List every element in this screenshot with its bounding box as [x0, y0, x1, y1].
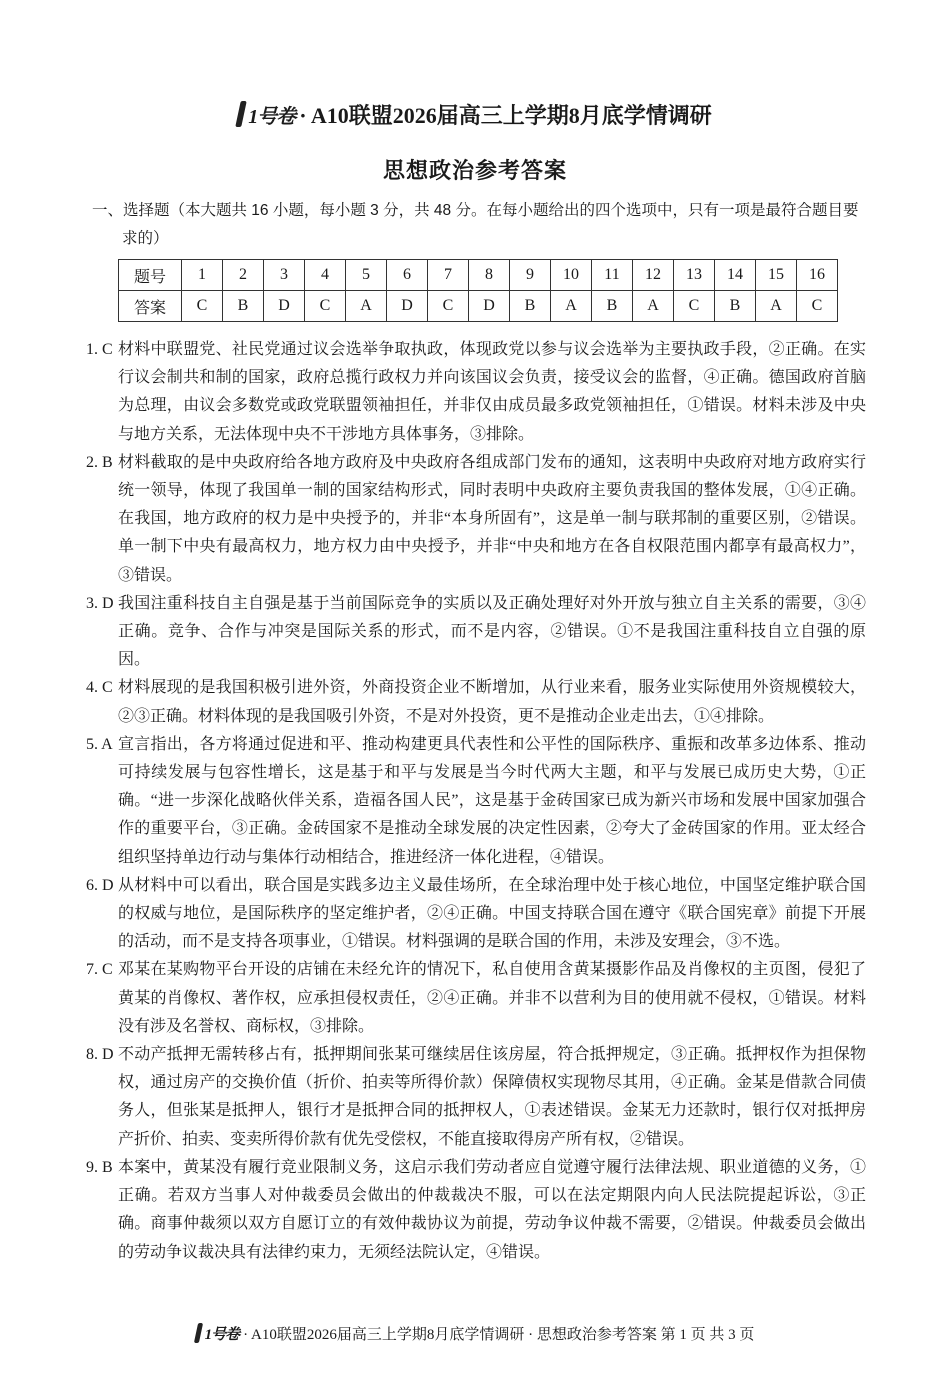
answer-cell: D — [264, 291, 305, 322]
answer-item — [86, 872, 866, 957]
answer-explanation: 从材料中可以看出，联合国是实践多边主义最佳场所，在全球治理中处于核心地位，中国坚定维护联合国的权威与地位，是国际秩序的坚定维护者，②④正确。中国支持联合国在遵守《联合国宪章》前提下开展的活动，而不是支持各项事业，①错误。材料强调的是联合国的作用，未涉及安理会，③不选。 — [118, 876, 866, 951]
question-number-cell: 9 — [510, 260, 551, 291]
answer-cell: C — [797, 291, 838, 322]
answer-cell: D — [387, 291, 428, 322]
answer-label: 1. C — [86, 341, 113, 358]
answer-cell: B — [510, 291, 551, 322]
answer-cell: C — [428, 291, 469, 322]
question-number-cell: 2 — [223, 260, 264, 291]
answer-label: 4. C — [86, 679, 113, 697]
answer-item — [86, 449, 866, 590]
answer-cell: C — [674, 291, 715, 322]
answer-item — [86, 1041, 866, 1154]
answer-table — [118, 259, 838, 322]
answer-explanations — [86, 336, 866, 1267]
answer-item — [86, 956, 866, 1041]
question-number-cell: 12 — [633, 260, 674, 291]
question-number-cell: 11 — [592, 260, 633, 291]
answer-label: 5. A — [86, 735, 113, 753]
answer-explanation: 材料展现的是我国积极引进外资，外商投资企业不断增加，从行业来看，服务业实际使用外资规模较大，②③正确。材料体现的是我国吸引外资，不是对外投资，更不是推动企业走出去，①④排除。 — [118, 679, 866, 725]
question-number-cell: 5 — [346, 260, 387, 291]
answer-item — [86, 731, 866, 872]
answer-explanation: 我国注重科技自主自强是基于当前国际竞争的实质以及正确处理好对外开放与独立自主关系的需要，③④正确。竞争、合作与冲突是国际关系的形式，而不是内容，②错误。①不是我国注重科技自立自强的原因。 — [118, 594, 866, 669]
answer-explanation: 宣言指出，各方将通过促进和平、推动构建更具代表性和公平性的国际秩序、重振和改革多边体系、推动可持续发展与包容性增长，这是基于和平与发展是当今时代两大主题，和平与发展已成历史大势，①正确。“进一步深化战略伙伴关系，造福各国人民”，这是基于金砖国家已成为新兴市场和发展中国家加强合作的重要平台，③正确。金砖国家不是推动全球发展的决定性因素，②夸大了金砖国家的作用。亚太经合组织坚持单边行动与集体行动相结合，推进经济一体化进程，④错误。 — [118, 735, 866, 866]
footer-text: · A10联盟2026届高三上学期8月底学情调研 · 思想政治参考答案 第 1 页 共 3 页 — [243, 1326, 755, 1343]
document-header — [0, 100, 950, 133]
answer-cell: A — [346, 291, 387, 322]
answer-label: 6. D — [86, 876, 114, 894]
answer-cell: A — [633, 291, 674, 322]
answer-label: 3. D — [86, 594, 114, 612]
question-number-cell: 1 — [182, 260, 223, 291]
document-subtitle: 思想政治参考答案 — [382, 158, 567, 183]
question-number-cell: 3 — [264, 260, 305, 291]
question-number-cell: 16 — [797, 260, 838, 291]
question-number-cell: 6 — [387, 260, 428, 291]
answer-label: 8. D — [86, 1046, 114, 1064]
answer-explanation: 本案中，黄某没有履行竞业限制义务，这启示我们劳动者应自觉遵守履行法律法规、职业道德的义务，①正确。若双方当事人对仲裁委员会做出的仲裁裁决不服，可以在法定期限内向人民法院提起诉讼，③正确。商事仲裁须以双方自愿订立的有效仲裁协议为前提，劳动争议仲裁不需要，②错误。仲裁委员会做出的劳动争议裁决具有法律约束力，无须经法院认定，④错误。 — [118, 1158, 866, 1261]
answer-item — [86, 590, 866, 675]
answer-explanation: 不动产抵押无需转移占有，抵押期间张某可继续居住该房屋，符合抵押规定，③正确。抵押权作为担保物权，通过房产的交换价值（折价、拍卖等所得价款）保障债权实现物尽其用，④正确。金某是借款合同债务人，但张某是抵押人，银行才是抵押合同的抵押权人，①表述错误。金某无力还款时，银行仅对抵押房产折价、拍卖、变卖所得价款有优先受偿权，不能直接取得房产所有权，②错误。 — [118, 1046, 866, 1148]
page-footer — [0, 1323, 950, 1347]
question-number-cell: 7 — [428, 260, 469, 291]
question-number-cell: 4 — [305, 260, 346, 291]
brand-logo: 1号卷 — [238, 100, 295, 133]
answer-row — [119, 291, 838, 322]
answer-cell: B — [592, 291, 633, 322]
answer-item — [86, 674, 866, 730]
question-number-cell: 8 — [469, 260, 510, 291]
question-number-cell: 15 — [756, 260, 797, 291]
question-number-cell: 10 — [551, 260, 592, 291]
answer-cell: B — [715, 291, 756, 322]
answer-cell: C — [182, 291, 223, 322]
answer-cell: A — [551, 291, 592, 322]
question-number-row — [119, 260, 838, 291]
row-label: 题号 — [119, 260, 182, 291]
answer-label: 9. B — [86, 1158, 113, 1176]
answer-label: 7. C — [86, 961, 113, 979]
answer-cell: A — [756, 291, 797, 322]
answer-label: 2. B — [86, 453, 113, 471]
answer-item — [86, 336, 866, 449]
document-title: · A10联盟2026届高三上学期8月底学情调研 — [299, 103, 712, 128]
footer-logo: 1号卷 — [196, 1323, 240, 1347]
question-number-cell: 13 — [674, 260, 715, 291]
answer-cell: B — [223, 291, 264, 322]
section-heading: 一、选择题（本大题共 16 小题，每小题 3 分，共 48 分。在每小题给出的四个选项中，只有一项是最符合题目要求的） — [92, 202, 859, 247]
answer-explanation: 材料中联盟党、社民党通过议会选举争取执政，体现政党以参与议会选举为主要执政手段，②正确。在实行议会制共和制的国家，政府总揽行政权力并向该国议会负责，接受议会的监督，④正确。德国政府首脑为总理，由议会多数党或政党联盟领袖担任，并非仅由成员最多政党领袖担任，①错误。材料未涉及中央与地方关系，无法体现中央不干涉地方具体事务，③排除。 — [118, 341, 866, 443]
answer-explanation: 邓某在某购物平台开设的店铺在未经允许的情况下，私自使用含黄某摄影作品及肖像权的主页图，侵犯了黄某的肖像权、著作权，应承担侵权责任，②④正确。并非不以营利为目的使用就不侵权，①错误。材料没有涉及名誉权、商标权，③排除。 — [118, 961, 866, 1035]
answer-item — [86, 1154, 866, 1267]
row-label: 答案 — [119, 291, 182, 322]
answer-explanation: 材料截取的是中央政府给各地方政府及中央政府各组成部门发布的通知，这表明中央政府对地方政府实行统一领导，体现了我国单一制的国家结构形式，同时表明中央政府主要负责我国的整体发展，①④正确。在我国，地方政府的权力是中央授予的，并非“本身所固有”，这是单一制与联邦制的重要区别，②错误。单一制下中央有最高权力，地方权力由中央授予，并非“中央和地方在各自权限范围内都享有最高权力”，③错误。 — [118, 453, 866, 584]
answer-cell: C — [305, 291, 346, 322]
question-number-cell: 14 — [715, 260, 756, 291]
answer-cell: D — [469, 291, 510, 322]
